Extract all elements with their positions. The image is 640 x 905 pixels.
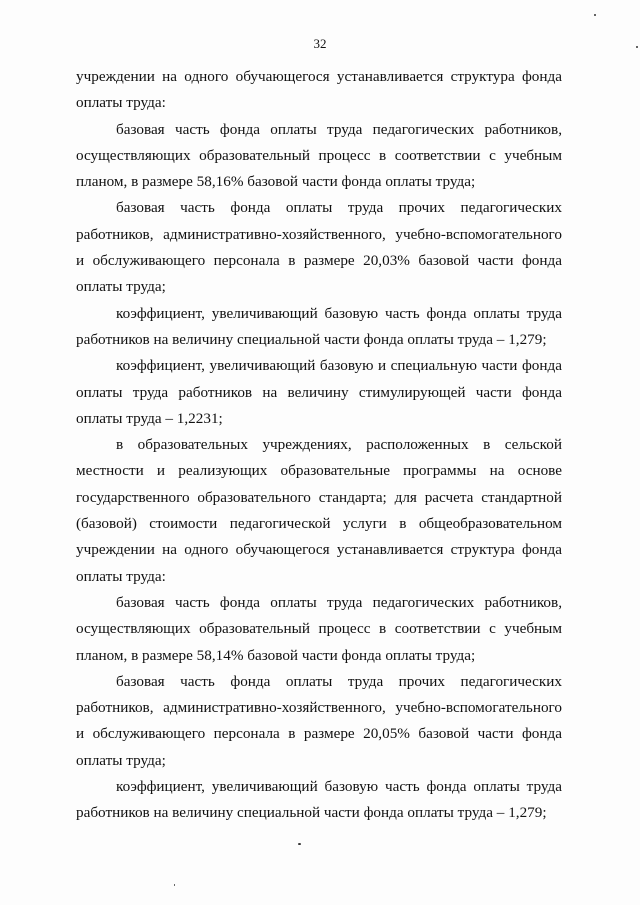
- paragraph: базовая часть фонда оплаты труда прочих педагогических работников, административно-хозяйственного, учебно-вспомогательного и обслуживающего персонала в размере 20,05% базовой части фонда оплаты труда;: [76, 672, 562, 769]
- paragraph: в образовательных учреждениях, расположенных в сельской местности и реализующих образовательные программы на основе государственного образовательного стандарта; для расчета стандартной (базовой) стоимости педагогической услуги в общеобразовательном учреждении на одного обучающегося устанавливается структура фонда оплаты труда:: [76, 436, 562, 585]
- paragraph: коэффициент, увеличивающий базовую часть фонда оплаты труда работников на величину специальной части фонда оплаты труда – 1,279;: [76, 778, 562, 822]
- page-number: 32: [313, 36, 327, 51]
- scan-speck: [636, 46, 638, 48]
- scan-speck: [594, 14, 596, 16]
- paragraph: базовая часть фонда оплаты труда прочих педагогических работников, административно-хозяйственного, учебно-вспомогательного и обслуживающего персонала в размере 20,03% базовой части фонда оплаты труда;: [76, 199, 562, 296]
- paragraph: коэффициент, увеличивающий базовую и специальную части фонда оплаты труда работников на величину стимулирующей части фонда оплаты труда – 1,2231;: [76, 357, 562, 427]
- paragraph: базовая часть фонда оплаты труда педагогических работников, осуществляющих образовательный процесс в соответствии с учебным планом, в размере 58,16% базовой части фонда оплаты труда;: [76, 120, 562, 191]
- document-body: [76, 64, 562, 827]
- paragraph: базовая часть фонда оплаты труда педагогических работников, осуществляющих образовательный процесс в соответствии с учебным планом, в размере 58,14% базовой части фонда оплаты труда;: [76, 593, 562, 664]
- scan-speck: [174, 884, 175, 886]
- paragraph-continuation: учреждении на одного обучающегося устанавливается структура фонда оплаты труда:: [76, 68, 562, 112]
- paragraph: коэффициент, увеличивающий базовую часть фонда оплаты труда работников на величину специальной части фонда оплаты труда – 1,279;: [76, 304, 562, 348]
- scan-speck: [298, 843, 301, 845]
